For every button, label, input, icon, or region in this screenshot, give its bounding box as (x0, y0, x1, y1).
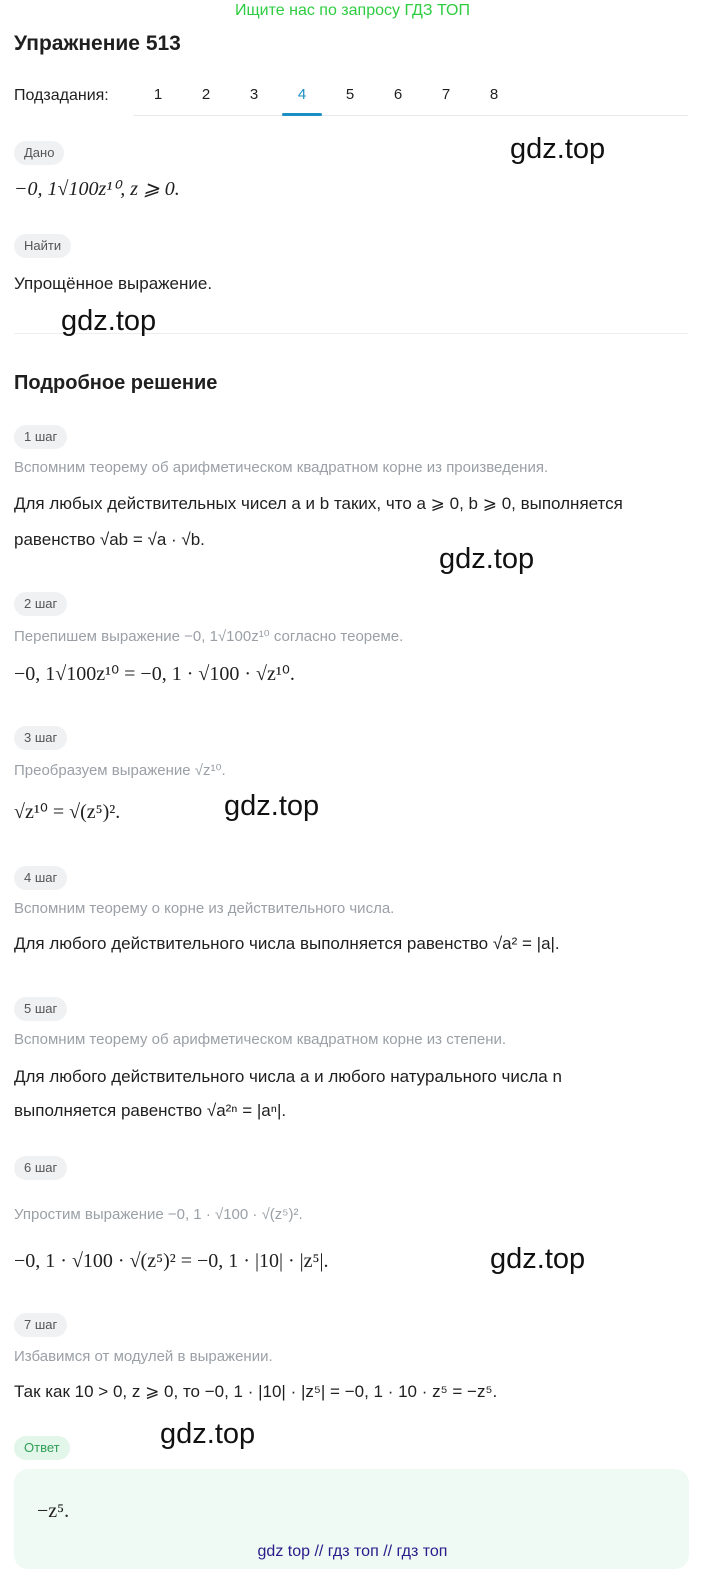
step-1-line-2: равенство √ab = √a · √b. (14, 530, 205, 549)
subtask-tab-4[interactable]: 4 (278, 78, 326, 115)
step-1-line-1: Для любых действительных чисел a и b таких, что a ⩾ 0, b ⩾ 0, выполняется (14, 494, 623, 513)
step-4-line-1: Для любого действительного числа выполняется равенство √a² = |a|. (14, 934, 560, 953)
step-5-line-1: Для любого действительного числа a и любого натурального числа n (14, 1067, 562, 1086)
watermark: gdz.top (439, 543, 535, 575)
step-7-line-1: Так как 10 > 0, z ⩾ 0, то −0, 1 · |10| · |z⁵| = −0, 1 · 10 · z⁵ = −z⁵. (14, 1382, 498, 1401)
step-3-hint: Преобразуем выражение √z¹⁰. (14, 762, 226, 779)
watermark: gdz.top (490, 1243, 586, 1275)
answer-chip: Ответ (14, 1436, 70, 1460)
watermark: gdz.top (224, 790, 320, 822)
step-5-line-2: выполняется равенство √a²ⁿ = |aⁿ|. (14, 1101, 287, 1120)
subtasks-label: Подзадания: (14, 87, 109, 104)
watermark: gdz.top (160, 1418, 256, 1450)
step-5-hint: Вспомним теорему об арифметическом квадратном корне из степени. (14, 1031, 507, 1048)
step-6-hint: Упростим выражение −0, 1 · √100 · √(z⁵)². (14, 1206, 303, 1223)
step-2-hint: Перепишем выражение −0, 1√100z¹⁰ согласно теореме. (14, 628, 404, 645)
subtask-tab-3[interactable]: 3 (249, 86, 259, 103)
step-2-chip: 2 шаг (14, 592, 67, 616)
solution-title: Подробное решение (14, 372, 218, 394)
step-6-line-1: −0, 1 · √100 · √(z⁵)² = −0, 1 · |10| · |z⁵|. (14, 1250, 329, 1272)
step-7-chip: 7 шаг (14, 1313, 67, 1337)
subtask-tabs (134, 78, 688, 116)
subtask-tab-5[interactable]: 5 (345, 86, 355, 103)
step-1-hint: Вспомним теорему об арифметическом квадратном корне из произведения. (14, 459, 549, 476)
subtask-tab-2[interactable]: 2 (201, 86, 211, 103)
given-expression-text: −0, 1√100z¹⁰, z ⩾ 0. (14, 178, 180, 200)
step-1-chip: 1 шаг (14, 425, 67, 449)
answer-expression: −z⁵. (37, 1500, 70, 1522)
watermark: gdz.top (510, 133, 606, 165)
subtask-tab-8[interactable]: 8 (489, 86, 499, 103)
step-4-hint: Вспомним теорему о корне из действительного числа. (14, 900, 395, 917)
step-4-chip: 4 шаг (14, 866, 67, 890)
step-6-chip: 6 шаг (14, 1156, 67, 1180)
given-expression (14, 176, 180, 201)
given-chip: Дано (14, 141, 64, 165)
step-3-chip: 3 шаг (14, 726, 67, 750)
subtask-tab-7[interactable]: 7 (441, 86, 451, 103)
find-chip: Найти (14, 234, 71, 258)
watermark: gdz.top (61, 305, 157, 337)
page-title: Упражнение 513 (14, 32, 181, 55)
footer-links[interactable]: gdz top // гдз топ // гдз топ (257, 1543, 448, 1560)
step-3-line-1: √z¹⁰ = √(z⁵)². (14, 801, 121, 823)
subtask-tab-6[interactable]: 6 (393, 86, 403, 103)
step-5-chip: 5 шаг (14, 997, 67, 1021)
step-7-hint: Избавимся от модулей в выражении. (14, 1348, 273, 1365)
find-text: Упрощённое выражение. (14, 274, 213, 293)
top-banner: Ищите нас по запросу ГДЗ ТОП (235, 2, 470, 19)
step-2-line-1: −0, 1√100z¹⁰ = −0, 1 · √100 · √z¹⁰. (14, 663, 295, 685)
subtask-tab-1[interactable]: 1 (153, 86, 163, 103)
